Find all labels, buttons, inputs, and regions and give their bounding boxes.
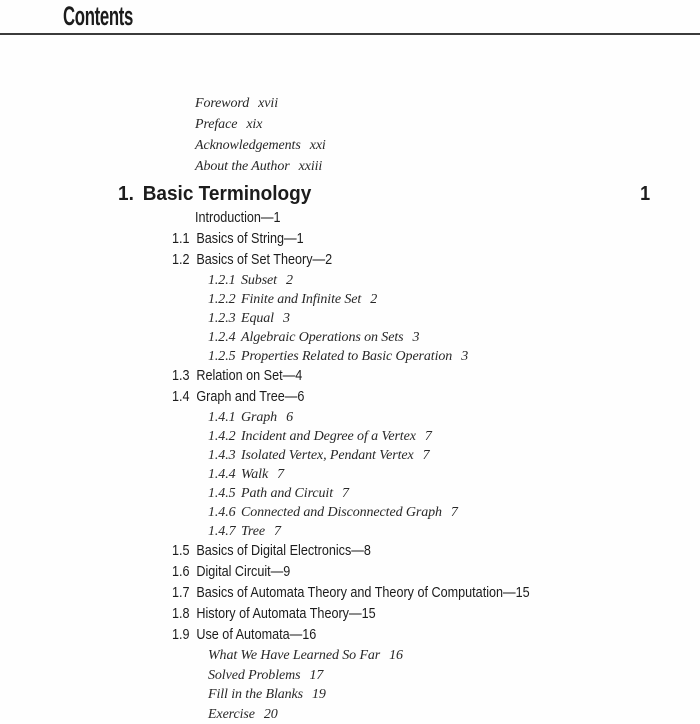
toc-entry-title: Introduction: [195, 210, 261, 226]
toc-entry-text: [195, 208, 281, 229]
toc-row-1.2.4: [208, 328, 700, 347]
toc-entry-dash: —: [271, 564, 284, 580]
chapter-heading-left: [118, 183, 311, 205]
toc-entry-number: 1.4.5: [208, 484, 241, 503]
toc-entry-page: 16: [302, 627, 316, 643]
toc-entry-title: Use of Automata: [196, 627, 289, 643]
toc-entry-title: Properties Related to Basic Operation: [241, 349, 452, 364]
toc-row-1.4.6: [208, 503, 700, 522]
toc-entry-page: 4: [295, 368, 302, 384]
toc-entry-number: 1.4.3: [208, 446, 241, 465]
toc-entry-page: 1: [274, 210, 281, 226]
toc-entry-number: 1.4.7: [208, 522, 241, 541]
toc-entry-number: 1.2.1: [208, 271, 241, 290]
front-matter-title: Acknowledgements: [195, 138, 301, 153]
toc-entry-dash: —: [349, 606, 362, 622]
toc-entry-number: 1.1: [172, 229, 196, 250]
toc-entry-title: Incident and Degree of a Vertex: [241, 429, 416, 444]
toc-entry-number: 1.4.2: [208, 427, 241, 446]
toc-entry-title: What We Have Learned So Far: [208, 648, 380, 663]
toc-entry-number: 1.6: [172, 562, 196, 583]
toc-entry-number: 1.2.2: [208, 290, 241, 309]
toc-row: [208, 666, 700, 686]
toc-entry-text: [172, 541, 371, 562]
toc-entry-page: 19: [312, 687, 326, 702]
front-matter-page: xix: [246, 117, 262, 132]
toc-entry-title: Exercise: [208, 707, 255, 722]
toc-entry-page: 6: [286, 410, 293, 425]
front-matter-list: [195, 93, 700, 177]
toc-entry-title: Fill in the Blanks: [208, 687, 303, 702]
toc-row-1.4.2: [208, 427, 700, 446]
toc-entry-number: 1.2: [172, 250, 196, 271]
toc-entry-text: [172, 229, 304, 250]
toc-entry-title: Basics of Set Theory: [196, 252, 312, 268]
toc-entry-number: 1.5: [172, 541, 196, 562]
toc-row-1.9: [172, 625, 700, 646]
toc-row-1.2.3: [208, 309, 700, 328]
toc-entry-title: Basics of Automata Theory and Theory of Computation: [196, 585, 503, 601]
toc-entry-page: 8: [364, 543, 371, 559]
toc-entry-page: 17: [309, 668, 323, 683]
toc-entry-page: 16: [389, 648, 403, 663]
toc-row-1.2.1: [208, 271, 700, 290]
toc-entry-title: Isolated Vertex, Pendant Vertex: [241, 448, 414, 463]
toc-entry-title: Digital Circuit: [196, 564, 270, 580]
toc-entry-number: 1.2.4: [208, 328, 241, 347]
toc-entry-title: Finite and Infinite Set: [241, 292, 361, 307]
toc-entry-dash: —: [283, 368, 296, 384]
toc-entry-page: 2: [286, 273, 293, 288]
toc-entry-page: 2: [370, 292, 377, 307]
toc-entry-title: Basics of String: [196, 231, 284, 247]
toc-entry-title: History of Automata Theory: [196, 606, 349, 622]
toc-entry-number: 1.4.1: [208, 408, 241, 427]
toc-entry-number: 1.4.4: [208, 465, 241, 484]
front-matter-title: About the Author: [195, 159, 290, 174]
toc-entry-page: 3: [412, 330, 419, 345]
front-matter-item: [195, 114, 700, 135]
toc-entry-dash: —: [261, 210, 274, 226]
front-matter-title: Preface: [195, 117, 237, 132]
toc-entry-title: Tree: [241, 524, 265, 539]
toc-entry-number: 1.3: [172, 366, 196, 387]
toc-entry-title: Walk: [241, 467, 268, 482]
toc-list: [0, 208, 700, 724]
front-matter-item: [195, 156, 700, 177]
chapter-title: Basic Terminology: [143, 183, 312, 205]
toc-entry-page: 7: [423, 448, 430, 463]
toc-entry-title: Relation on Set: [196, 368, 282, 384]
toc-entry-page: 7: [425, 429, 432, 444]
front-matter-item: [195, 93, 700, 114]
toc-entry-dash: —: [285, 389, 298, 405]
toc-row: [208, 685, 700, 705]
toc-entry-title: Basics of Digital Electronics: [196, 543, 351, 559]
toc-row-1.4.4: [208, 465, 700, 484]
toc-entry-title: Graph and Tree: [196, 389, 284, 405]
toc-row-1.4: [172, 387, 700, 408]
front-matter-page: xxi: [310, 138, 326, 153]
toc-entry-page: 3: [283, 311, 290, 326]
toc-row-1.4.1: [208, 408, 700, 427]
toc-entry-text: [172, 583, 530, 604]
toc-entry-dash: —: [290, 627, 303, 643]
toc-entry-number: 1.4: [172, 387, 196, 408]
toc-entry-page: 15: [362, 606, 376, 622]
toc-entry-number: 1.2.3: [208, 309, 241, 328]
toc-entry-title: Path and Circuit: [241, 486, 333, 501]
toc-entry-dash: —: [351, 543, 364, 559]
toc-row-1.4.5: [208, 484, 700, 503]
toc-entry-page: 7: [342, 486, 349, 501]
front-matter-page: xxiii: [299, 159, 323, 174]
toc-entry-number: 1.7: [172, 583, 196, 604]
toc-entry-number: 1.4.6: [208, 503, 241, 522]
toc-entry-title: Solved Problems: [208, 668, 300, 683]
toc-entry-title: Algebraic Operations on Sets: [241, 330, 403, 345]
toc-entry-text: [172, 387, 304, 408]
toc-entry-title: Subset: [241, 273, 277, 288]
toc-row-1.7: [172, 583, 700, 604]
page-header: [0, 0, 700, 35]
toc-row: [208, 705, 700, 724]
toc-row-1.5: [172, 541, 700, 562]
toc-entry-page: 3: [461, 349, 468, 364]
toc-entry-dash: —: [284, 231, 297, 247]
toc-row-1.2: [172, 250, 700, 271]
toc-row-1.4.3: [208, 446, 700, 465]
front-matter-title: Foreword: [195, 96, 249, 111]
toc-row-1.6: [172, 562, 700, 583]
toc-entry-dash: —: [503, 585, 516, 601]
toc-entry-page: 7: [277, 467, 284, 482]
toc-entry-page: 7: [451, 505, 458, 520]
toc-entry-text: [172, 625, 316, 646]
toc-entry-dash: —: [313, 252, 326, 268]
toc-entry-text: [172, 562, 290, 583]
toc-row: [195, 208, 700, 229]
toc-entry-number: 1.2.5: [208, 347, 241, 366]
toc-entry-text: [172, 250, 332, 271]
front-matter-item: [195, 135, 700, 156]
toc-row-1.4.7: [208, 522, 700, 541]
toc-entry-title: Graph: [241, 410, 277, 425]
chapter-number: 1.: [118, 183, 143, 205]
toc-entry-title: Equal: [241, 311, 274, 326]
toc-entry-title: Connected and Disconnected Graph: [241, 505, 442, 520]
toc-entry-text: [172, 604, 376, 625]
toc-entry-page: 9: [283, 564, 290, 580]
toc-entry-number: 1.9: [172, 625, 196, 646]
toc-row-1.2.2: [208, 290, 700, 309]
chapter-page-number: 1: [640, 183, 650, 205]
toc-entry-page: 1: [297, 231, 304, 247]
front-matter-page: xvii: [258, 96, 278, 111]
toc-row-1.3: [172, 366, 700, 387]
toc-row-1.1: [172, 229, 700, 250]
toc-entry-page: 20: [264, 707, 278, 722]
page-title: Contents: [63, 1, 133, 32]
toc-entry-page: 15: [516, 585, 530, 601]
toc-entry-page: 7: [274, 524, 281, 539]
toc-row-1.8: [172, 604, 700, 625]
toc-entry-page: 6: [297, 389, 304, 405]
chapter-heading: [118, 183, 650, 205]
toc-row-1.2.5: [208, 347, 700, 366]
toc-entry-number: 1.8: [172, 604, 196, 625]
toc-row: [208, 646, 700, 666]
toc-entry-page: 2: [325, 252, 332, 268]
toc-entry-text: [172, 366, 302, 387]
